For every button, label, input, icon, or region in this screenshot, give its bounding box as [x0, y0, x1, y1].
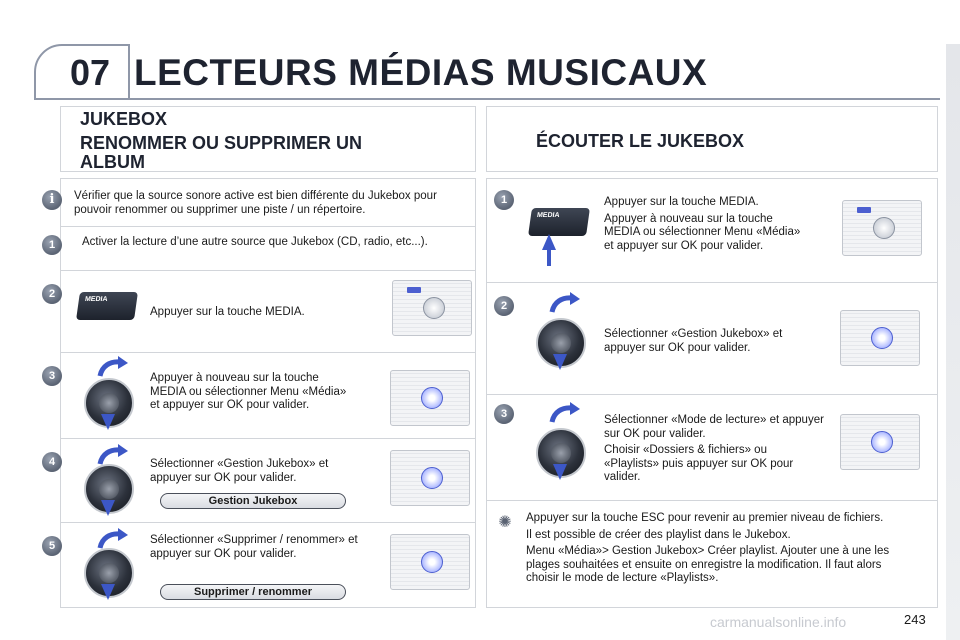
step-text: Appuyer sur la touche MEDIA.: [150, 306, 305, 318]
step-badge: 3: [494, 404, 514, 424]
radio-panel-media-image: [842, 200, 922, 256]
press-arrow-icon: [101, 414, 115, 430]
tip-line: Menu «Média»> Gestion Jukebox> Créer playlist. Ajouter une à une les plages souhaitées et ensuite on enregistre la modification. Il faut alors choisir le mode de lecture «Playlists».: [526, 545, 890, 585]
left-title-jukebox: JUKEBOX: [80, 109, 168, 129]
step-text: Sélectionner «Supprimer / renommer» et appuyer sur OK pour valider.: [150, 534, 358, 560]
tip-text: [526, 512, 916, 586]
page-edge-strip: [946, 44, 960, 640]
rotate-arrow-icon: [96, 356, 130, 378]
step-badge: 1: [42, 235, 62, 255]
right-tip-row: [486, 500, 938, 501]
step-text: Appuyer à nouveau sur la touche MEDIA ou sélectionner Menu «Média» et appuyer sur OK pour valider.: [150, 372, 347, 412]
rotate-arrow-icon: [96, 528, 130, 550]
tip-sun-icon: ✺: [498, 514, 512, 531]
rotate-arrow-icon: [96, 444, 130, 466]
page-title: LECTEURS MÉDIAS MUSICAUX: [134, 52, 708, 93]
step-badge: 2: [42, 284, 62, 304]
menu-item-supprimer-renommer: Supprimer / renommer: [160, 584, 346, 600]
watermark: carmanualsonline.info: [710, 614, 847, 630]
left-step-row: [60, 226, 476, 227]
step-text: Sélectionner «Gestion Jukebox» et appuyer sur OK pour valider.: [150, 458, 329, 484]
step-badge: 3: [42, 366, 62, 386]
left-step-row: [60, 522, 476, 523]
right-title: ÉCOUTER LE JUKEBOX: [536, 131, 745, 151]
step-text: [604, 414, 824, 485]
step-text: Sélectionner «Gestion Jukebox» et appuyer sur OK pour valider.: [604, 328, 783, 354]
rotate-arrow-icon: [548, 402, 582, 424]
step-text-line: Appuyer sur la touche MEDIA.: [604, 196, 759, 208]
menu-item-gestion-jukebox: Gestion Jukebox: [160, 493, 346, 509]
page-number: 243: [904, 612, 926, 627]
step-badge: 5: [42, 536, 62, 556]
header-rule: [128, 98, 940, 100]
radio-panel-knob-image: [390, 370, 470, 426]
step-text: Activer la lecture d’une autre source que Jukebox (CD, radio, etc...).: [82, 236, 428, 248]
step-badge: 4: [42, 452, 62, 472]
step-text-line: Choisir «Dossiers & fichiers» ou «Playlists» puis appuyer sur OK pour valider.: [604, 444, 794, 484]
press-arrow-icon: [542, 234, 556, 250]
tip-line: Il est possible de créer des playlist dans le Jukebox.: [526, 528, 791, 541]
press-arrow-icon: [553, 354, 567, 370]
radio-panel-knob-image: [390, 450, 470, 506]
press-arrow-icon: [101, 584, 115, 600]
step-text-line: Sélectionner «Mode de lecture» et appuyer sur OK pour valider.: [604, 414, 824, 440]
step-badge: 1: [494, 190, 514, 210]
radio-panel-media-image: [392, 280, 472, 336]
rotate-arrow-icon: [548, 292, 582, 314]
right-step-row: [486, 282, 938, 283]
left-title-rename: RENOMMER OU SUPPRIMER UN ALBUM: [80, 133, 363, 172]
info-text: Vérifier que la source sonore active est bien différente du Jukebox pour pouvoir renommer ou supprimer une piste / un répertoire.: [74, 190, 437, 216]
press-arrow-icon: [553, 464, 567, 480]
left-step-row: [60, 352, 476, 353]
tip-line: Appuyer sur la touche ESC pour revenir au premier niveau de fichiers.: [526, 512, 884, 524]
left-step-row: [60, 270, 476, 271]
media-key-icon: MEDIA: [76, 292, 138, 320]
press-arrow-icon: [101, 500, 115, 516]
radio-panel-knob-image: [840, 310, 920, 366]
info-icon: i: [42, 190, 62, 210]
chapter-number: 07: [70, 52, 111, 93]
step-text-line: Appuyer à nouveau sur la touche MEDIA ou sélectionner Menu «Média» et appuyer sur OK pour valider.: [604, 212, 801, 252]
radio-panel-knob-image: [390, 534, 470, 590]
step-text: [604, 196, 809, 253]
left-step-row: [60, 438, 476, 439]
right-step-row: [486, 394, 938, 395]
media-key-icon: MEDIA: [528, 208, 590, 236]
step-badge: 2: [494, 296, 514, 316]
radio-panel-knob-image: [840, 414, 920, 470]
